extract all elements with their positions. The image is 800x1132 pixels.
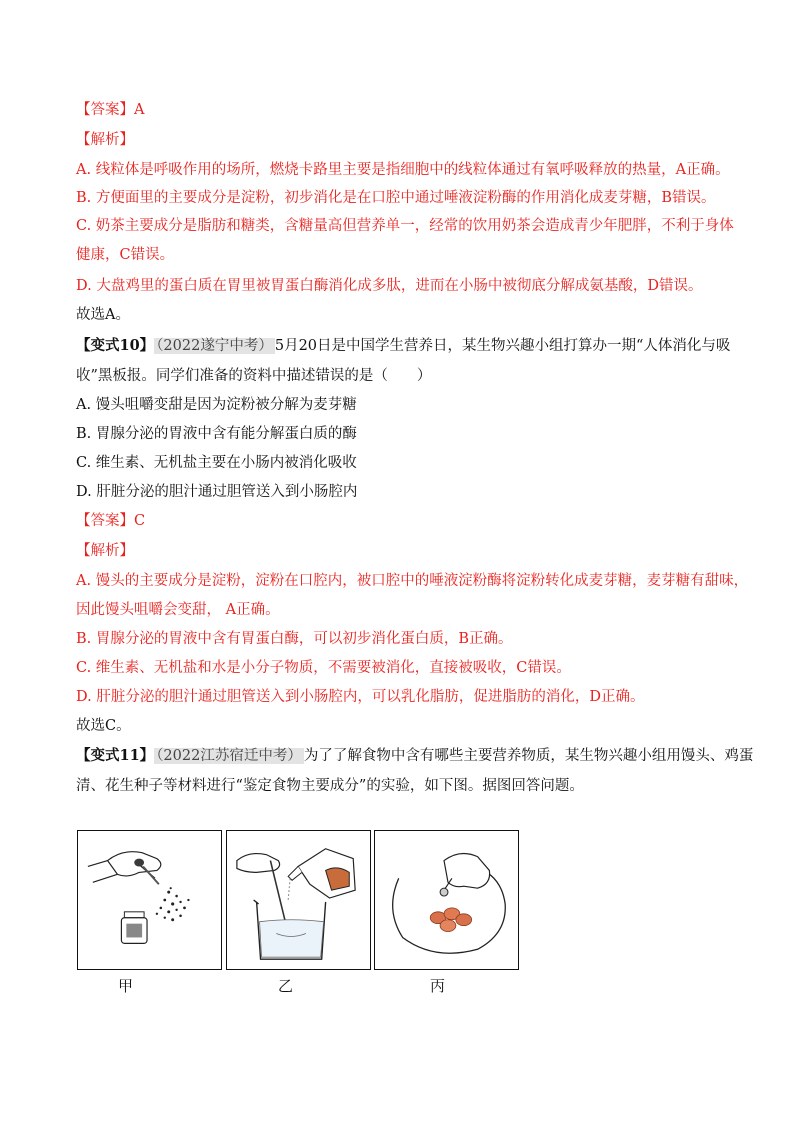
analysis-c-2: 健康，C错误。: [76, 247, 175, 263]
dropper-iodine-illustration: [78, 831, 221, 969]
analysis-a-1: A. 馒头的主要成分是淀粉，淀粉在口腔内，被口腔中的唾液淀粉酶将淀粉转化成麦芽糖，麦芽糖有甜味，: [76, 573, 749, 589]
option-c: C. 维生素、无机盐主要在小肠内被消化吸收: [76, 455, 357, 471]
question-source: （2022遂宁中考）: [156, 338, 273, 354]
option-b: B. 胃腺分泌的胃液中含有能分解蛋白质的酶: [76, 426, 357, 442]
figure-yi: [226, 830, 371, 970]
analysis-heading: 【解析】: [76, 132, 134, 148]
answer-line: 【答案】A: [76, 102, 145, 118]
beaker-pouring-illustration: [227, 831, 370, 969]
choose-line: 故选A。: [76, 307, 130, 323]
figure-bing: [374, 830, 519, 970]
analysis-b: B. 胃腺分泌的胃液中含有胃蛋白酶，可以初步消化蛋白质，B正确。: [76, 631, 513, 647]
question-source: （2022江苏宿迁中考）: [156, 748, 302, 764]
question-label: 【变式11】: [76, 747, 155, 764]
analysis-a: A. 线粒体是呼吸作用的场所，燃烧卡路里主要是指细胞中的线粒体通过有氧呼吸释放的热量，A正确。: [76, 162, 730, 178]
question-11-stem-2: 清、花生种子等材料进行“鉴定食物主要成分”的实验，如下图。据图回答问题。: [76, 778, 584, 794]
choose-line: 故选C。: [76, 718, 131, 734]
analysis-c-1: C. 奶茶主要成分是脂肪和糖类，含糖量高但营养单一，经常的饮用奶茶会造成青少年肥胖，不利于身体: [76, 218, 734, 234]
option-d: D. 肝脏分泌的胆汁通过胆管送入到小肠腔内: [76, 484, 358, 500]
option-a: A. 馒头咀嚼变甜是因为淀粉被分解为麦芽糖: [76, 397, 357, 413]
analysis-c: C. 维生素、无机盐和水是小分子物质，不需要被消化，直接被吸收，C错误。: [76, 660, 571, 676]
question-11-stem-1: [76, 746, 753, 766]
analysis-d: D. 肝脏分泌的胆汁通过胆管送入到小肠腔内，可以乳化脂肪，促进脂肪的消化，D正确。: [76, 689, 645, 705]
analysis-b: B. 方便面里的主要成分是淀粉，初步消化是在口腔中通过唾液淀粉酶的作用消化成麦芽糖，B错误。: [76, 190, 716, 206]
caption-yi: 乙: [278, 977, 294, 995]
question-stem: 为了了解食物中含有哪些主要营养物质，某生物兴趣小组用馒头、鸡蛋: [303, 748, 754, 764]
answer-line: 【答案】C: [76, 513, 146, 529]
figure-jia: [77, 830, 222, 970]
question-stem: 5月20日是中国学生营养日，某生物兴趣小组打算办一期“人体消化与吸: [274, 338, 731, 354]
peanut-seeds-illustration: [375, 831, 518, 969]
caption-bing: 丙: [430, 977, 446, 995]
question-10-stem-2: 收”黑板报。同学们准备的资料中描述错误的是（ ）: [76, 368, 432, 384]
analysis-a-2: 因此馒头咀嚼会变甜， A正确。: [76, 602, 280, 618]
caption-jia: 甲: [118, 977, 134, 995]
question-label: 【变式10】: [76, 337, 155, 354]
question-10-stem-1: [76, 336, 730, 356]
analysis-heading: 【解析】: [76, 543, 134, 559]
analysis-d: D. 大盘鸡里的蛋白质在胃里被胃蛋白酶消化成多肽，进而在小肠中被彻底分解成氨基酸，D错误。: [76, 278, 703, 294]
